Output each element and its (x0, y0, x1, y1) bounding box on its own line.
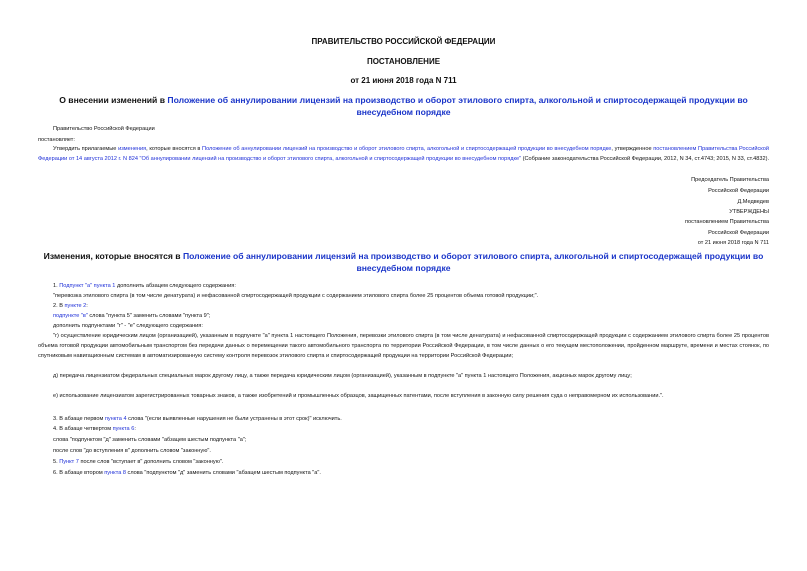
item-2-sub-v (53, 313, 210, 320)
preamble-line-2: постановляет: (38, 137, 75, 143)
item-text: после слов "вступает в" дополнить словом "законную". (78, 459, 224, 465)
item-text: слова "(если выявленные нарушения не были устранены в этот срок)" исключить. (126, 416, 342, 422)
signature-country: Российской Федерации (708, 188, 769, 194)
changes-title (30, 250, 777, 274)
item-4-link[interactable]: пункта 6 (112, 426, 135, 432)
item-4-words: слова "подпунктом "д" заменить словами "абзацем шестым подпункта "а"; (53, 437, 247, 443)
item-text: 3. В абзаце первом (53, 416, 105, 422)
item-text: 2. В (53, 303, 65, 309)
item-number: 1. (53, 283, 60, 289)
signature-name: Д.Медведев (737, 199, 769, 205)
preamble-text: , которые вносятся в (146, 146, 203, 152)
approved-country: Российской Федерации (708, 230, 769, 236)
item-3 (53, 416, 342, 423)
subpoint-v-link[interactable]: подпункте "в" (53, 313, 88, 319)
item-6 (53, 470, 321, 477)
item-text: слова "подпунктом "д" заменить словами "абзацем шестым подпункта "а". (125, 470, 321, 476)
item-2 (53, 303, 88, 310)
item-1-quote: "перевозка этилового спирта (в том числе денатурата) и нефасованной спиртосодержащей продукции с содержанием этилового спирта более 25 процентов объема готовой продукции;". (53, 293, 539, 299)
regulation-link[interactable]: Положение об аннулировании лицензий на производство и оборот этилового спирта, алкогольной и спиртосодержащей продукции во внесудебном порядке (202, 146, 612, 152)
changes-title-regulation-link[interactable]: Положение об аннулировании лицензий на производство и оборот этилового спирта, алкогольной и спиртосодержащей продукции во внесудебном порядке (182, 251, 764, 273)
approved-date: от 21 июня 2018 года N 711 (697, 240, 769, 246)
signature-position: Председатель Правительства (691, 177, 769, 183)
preamble-text: , утвержденное (611, 146, 654, 152)
item-1 (53, 283, 236, 290)
item-6-link[interactable]: пункта 8 (104, 470, 126, 476)
item-4 (53, 426, 136, 433)
item-text: слова "пункта 5" заменить словами "пункта 9"; (87, 313, 211, 319)
approved-label: УТВЕРЖДЕНЫ (729, 209, 769, 215)
item-3-link[interactable]: пункта 4 (104, 416, 127, 422)
item-text: 4. В абзаце четвертом (53, 426, 113, 432)
preamble-text: (Собрание законодательства Российской Федерации, 2012, N 34, ст.4743; 2015, N 33, ст.4832). (521, 155, 770, 162)
subpoint-d: д) передача лицензиатом федеральных специальных марок другому лицу, а также передача юридическим лицом (организацией), указанным в подпункте "а" пункта 1 настоящего Положения, акцизных марок другому лицу; (53, 373, 632, 379)
item-text: 6. В абзаце втором (53, 470, 105, 476)
item-2-link[interactable]: пункте 2 (64, 303, 87, 309)
item-1-link[interactable]: Подпункт "а" пункта 1 (59, 283, 116, 289)
preamble-text: Утвердить прилагаемые (53, 146, 119, 152)
changes-title-prefix: Изменения, которые вносятся в (43, 251, 183, 261)
subpoint-e: е) использование лицензиатом зарегистрированных товарных знаков, а также изобретений и промышленных образцов, защищенных патентами, после вступления в законную силу решения суда о неправомерном их использовании.". (53, 393, 664, 399)
item-text: : (134, 426, 136, 432)
item-5-link[interactable]: Пункт 7 (59, 459, 79, 465)
government-header: ПРАВИТЕЛЬСТВО РОССИЙСКОЙ ФЕДЕРАЦИИ (311, 37, 496, 46)
item-text: : (86, 303, 88, 309)
subpoint-g: "г) осуществление юридическим лицом (организацией), указанным в подпункте "а" пункта 1 настоящего Положения, перевозки этилового спирта (в том числе денатурата) и нефасованной спиртосодержащей продукции с содержанием этилового спирта более 25 процентов объема готовой продукции автомобильным транспортом без передачи данных о перемещении такого автомобильного транспорта по территории Российской Федерации, в том числе данных о его текущем местоположении, пройденном маршруте, времени и местах стоянок, по спутниковым навигационным системам в автоматизированную систему контроля перевозок этилового спирта и спиртосодержащей продукции на территории Российской Федерации; (38, 333, 769, 359)
document-date: от 21 июня 2018 года N 711 (350, 76, 457, 85)
item-text: дополнить абзацем следующего содержания: (115, 283, 236, 289)
preamble-line-1: Правительство Российской Федерации (53, 126, 155, 132)
changes-link[interactable]: изменения (118, 146, 147, 152)
title-prefix: О внесении изменений в (59, 95, 168, 105)
item-4-after: после слов "до вступления в" дополнить словом "законную". (53, 448, 211, 454)
item-2-add: дополнить подпунктами "г" - "е" следующего содержания: (53, 323, 203, 329)
title-regulation-link[interactable]: Положение об аннулировании лицензий на производство и оборот этилового спирта, алкогольной и спиртосодержащей продукции во внесудебном порядке (167, 95, 748, 117)
item-text: 5. (53, 459, 60, 465)
item-5 (53, 459, 223, 466)
resolution-824-link[interactable]: постановлением Правительства Российской Федерации от 14 августа 2012 г. N 824 "Об аннулировании лицензий на производство и оборот этилового спирта, алкогольной и спиртосодержащей продукции во внесудебном порядке" (38, 146, 770, 162)
approved-by: постановлением Правительства (684, 219, 769, 225)
document-title (30, 94, 777, 118)
document-type: ПОСТАНОВЛЕНИЕ (366, 57, 441, 66)
preamble-paragraph (38, 145, 769, 165)
